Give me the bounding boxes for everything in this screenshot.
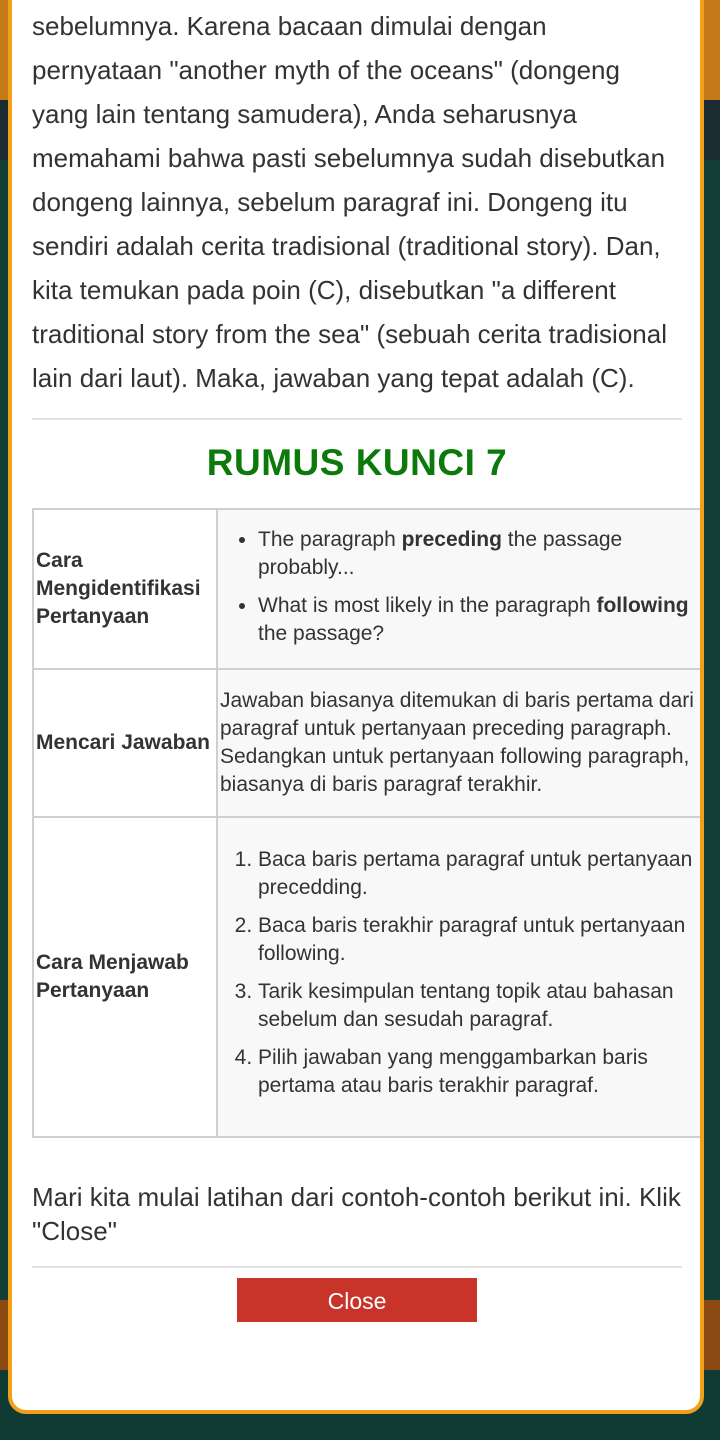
list-item: 2. Baca baris terakhir paragraf untuk pertanyaan following.	[258, 912, 700, 968]
row-value	[217, 669, 701, 817]
section-heading: RUMUS KUNCI 7	[206, 442, 508, 483]
formula-table	[32, 508, 702, 1138]
answer-text: Jawaban biasanya ditemukan di baris pertama dari paragraf untuk pertanyaan preceding paragraph. Sedangkan untuk pertanyaan following paragraph, biasanya di baris paragraf terakhir.	[220, 689, 694, 796]
close-button[interactable]: Close	[237, 1278, 477, 1322]
row-label: Mencari Jawaban	[33, 669, 217, 817]
info-modal	[8, 0, 704, 1414]
divider	[32, 418, 682, 420]
row-label: Cara Mengidentifikasi Pertanyaan	[33, 509, 217, 669]
row-value	[217, 817, 701, 1137]
table-row	[33, 817, 701, 1137]
table-row	[33, 509, 701, 669]
list-item: 1. Baca baris pertama paragraf untuk pertanyaan precedding.	[258, 846, 700, 902]
steps-list	[218, 846, 700, 1100]
list-item: 4. Pilih jawaban yang menggambarkan baris pertama atau baris terakhir paragraf.	[258, 1044, 700, 1100]
identify-list	[218, 526, 700, 648]
outro-paragraph: Mari kita mulai latihan dari contoh-contoh berikut ini. Klik "Close"	[32, 1182, 681, 1246]
row-label: Cara Menjawab Pertanyaan	[33, 817, 217, 1137]
intro-paragraph: sebelumnya. Karena bacaan dimulai dengan pernyataan "another myth of the oceans" (dongeng yang lain tentang samudera), Anda seharusnya memahami bahwa pasti sebelumnya sudah disebutkan dongeng lainnya, sebelum paragraf ini. Dongeng itu sendiri adalah cerita tradisional (traditional story). Dan, kita temukan pada poin (C), disebutkan "a different traditional story from the sea" (sebuah cerita tradisional lain dari laut). Maka, jawaban yang tepat adalah (C).	[32, 11, 667, 393]
divider	[32, 1266, 682, 1268]
row-value	[217, 509, 701, 669]
list-item: 3. Tarik kesimpulan tentang topik atau bahasan sebelum dan sesudah paragraf.	[258, 978, 700, 1034]
table-row	[33, 669, 701, 817]
list-item: • What is most likely in the paragraph following the passage?	[258, 592, 700, 648]
list-item: • The paragraph preceding the passage probably...	[258, 526, 700, 582]
button-row	[32, 1278, 682, 1322]
modal-content[interactable]	[32, 4, 694, 1322]
